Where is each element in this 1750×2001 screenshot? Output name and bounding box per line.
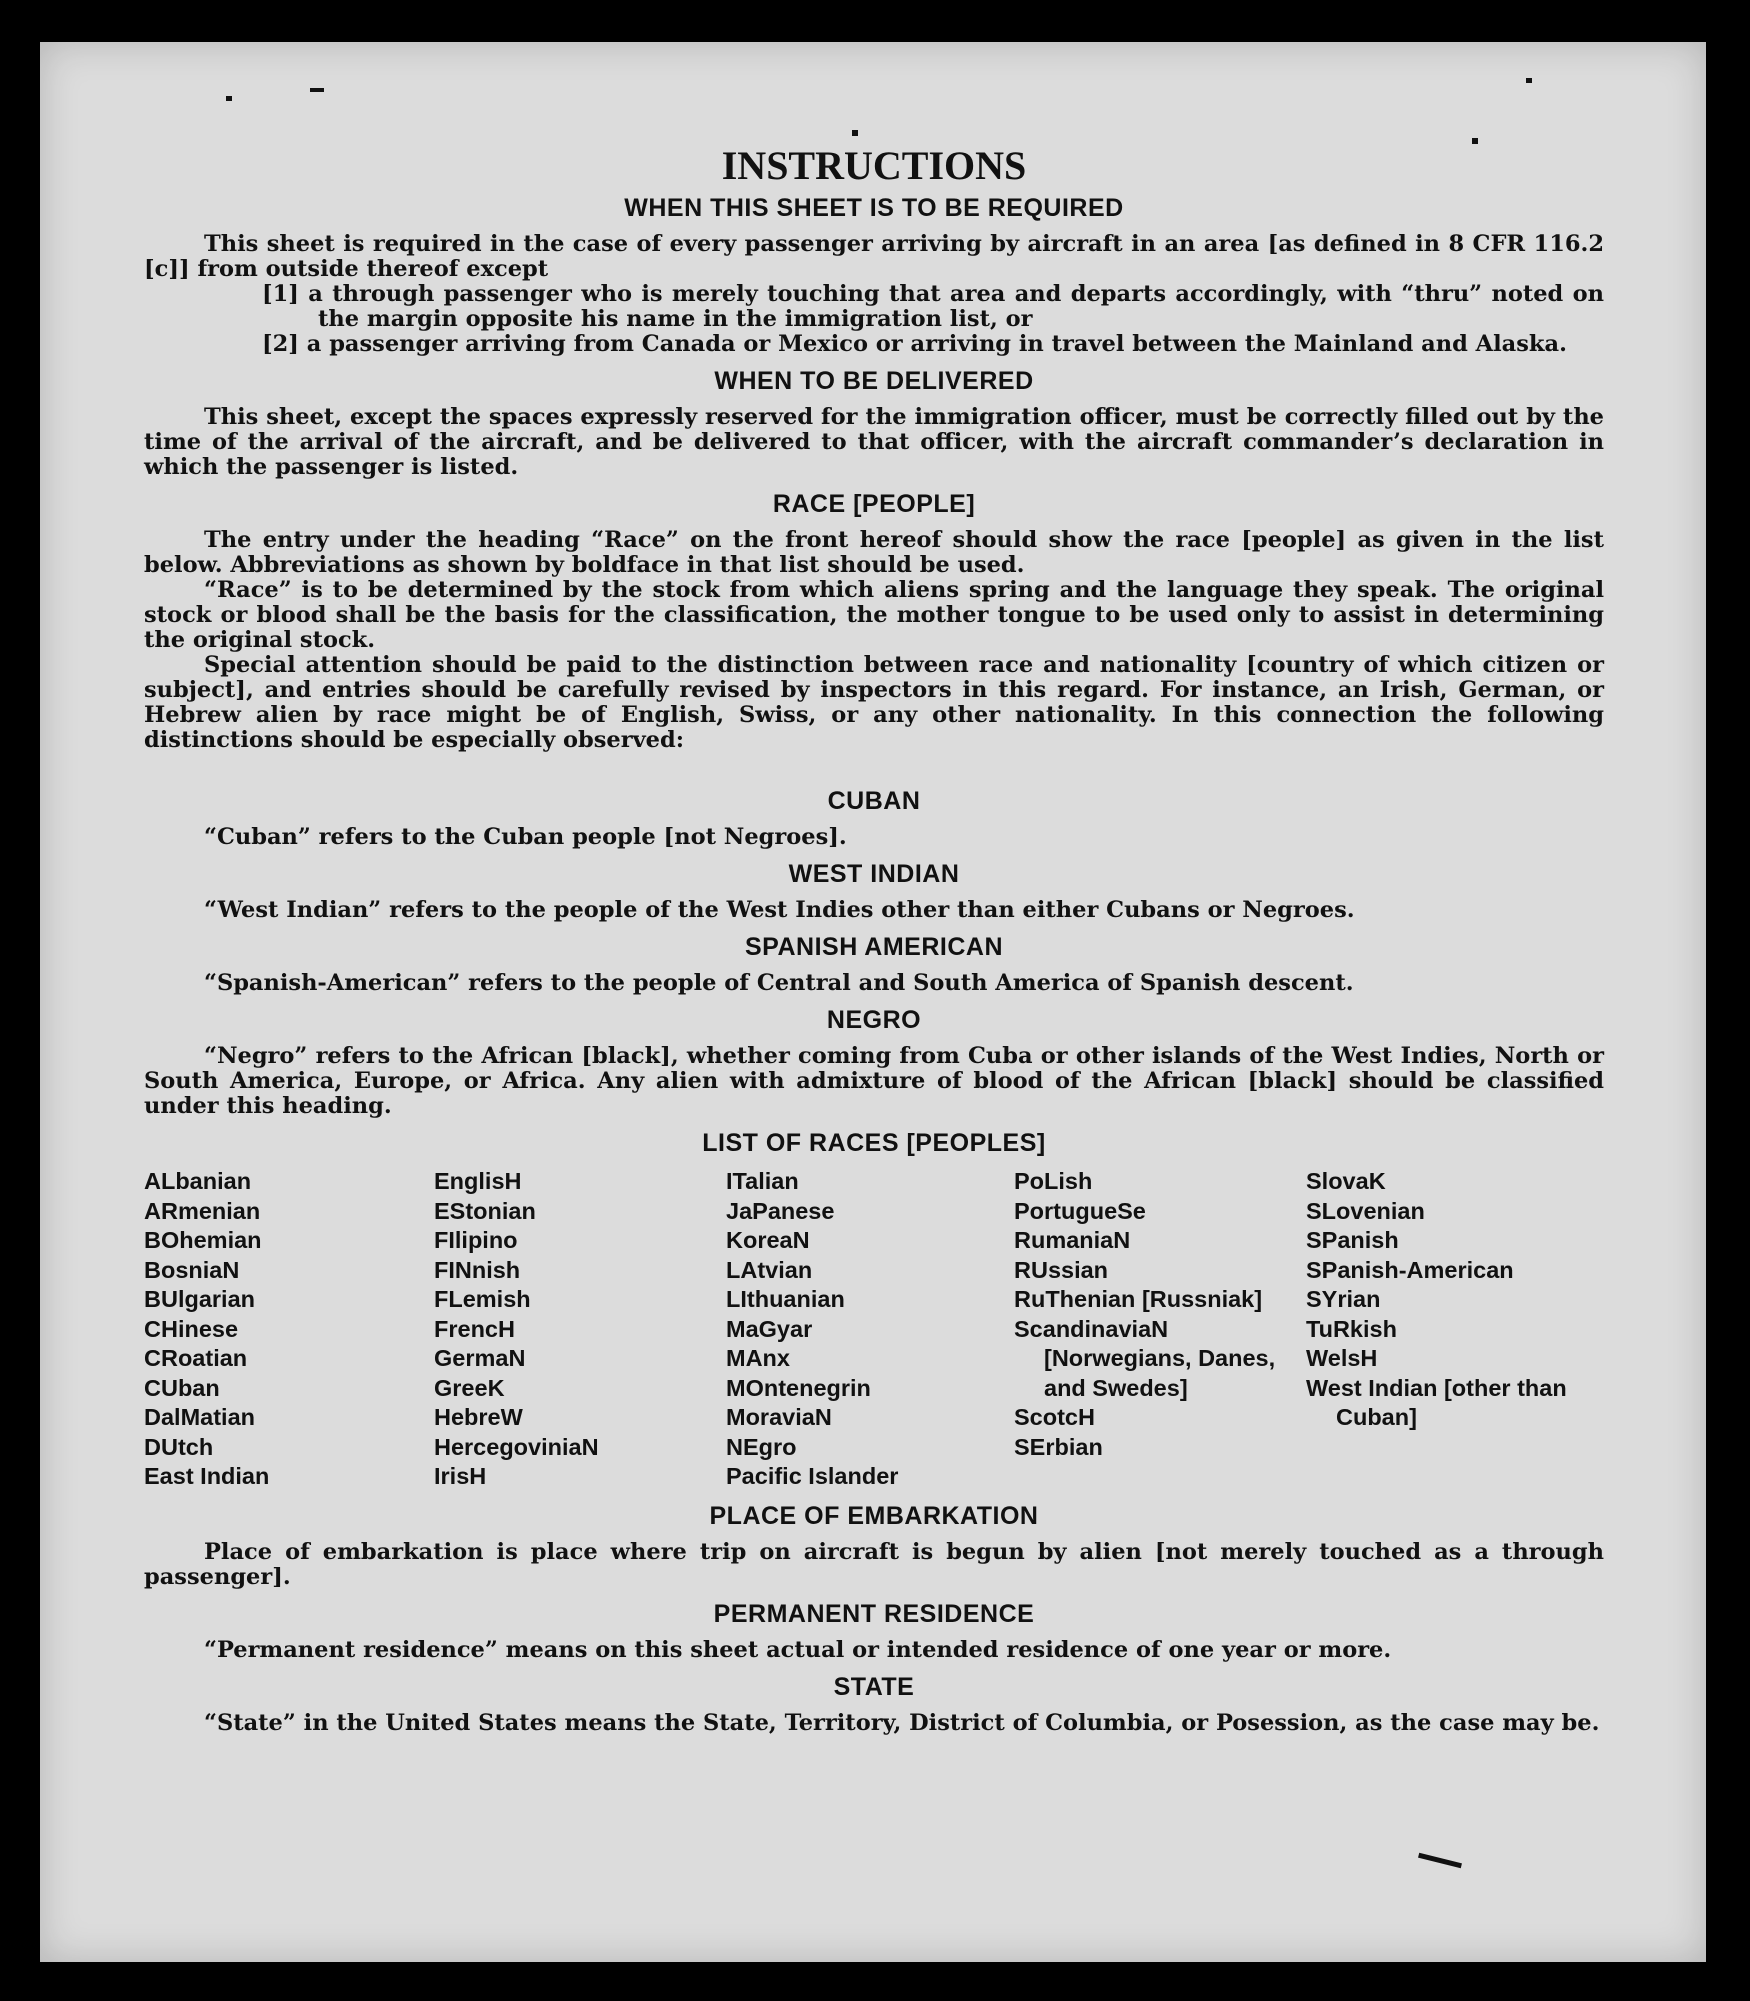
race-entry: ARmenian	[144, 1197, 261, 1224]
race-entry: RUssian	[1014, 1256, 1109, 1283]
exception-item-1: [1] a through passenger who is merely touching that area and departs accordingly, with “thru” noted on the margin opposite his name in the immigration list, or	[262, 281, 1604, 332]
race-entry: KoreaN	[726, 1227, 810, 1253]
races-column-4	[1014, 1167, 1306, 1492]
race-entry: WelsH	[1306, 1345, 1378, 1371]
west-indian-text: “West Indian” refers to the people of the West Indies other than either Cubans or Negroes.	[204, 897, 1355, 923]
race-entry: ScotcH	[1014, 1404, 1095, 1430]
scan-speck	[226, 96, 232, 101]
race-entry: EnglisH	[434, 1168, 522, 1194]
race-entry: RumaniaN	[1014, 1227, 1131, 1253]
race-entry: SLovenian	[1306, 1197, 1425, 1224]
cuban-text: “Cuban” refers to the Cuban people [not Negroes].	[204, 824, 847, 850]
race-entry: CHinese	[144, 1315, 239, 1342]
race-entry: GermaN	[434, 1345, 526, 1371]
instructions-content	[144, 144, 1604, 1736]
race-entry: PortugueSe	[1014, 1197, 1146, 1224]
race-entry: JaPanese	[726, 1197, 835, 1224]
race-entry: West Indian [other than Cuban]	[1306, 1374, 1567, 1430]
race-paragraph-3: Special attention should be paid to the distinction between race and nationality [country of which citizen or subject], and entries should be carefully revised by inspectors in this regard. For instance, an Irish, German, or Hebrew alien by race might be of English, Swiss, or any other nationality. In this connection the following distinctions should be especially observed:	[144, 652, 1604, 753]
race-entry: HebreW	[434, 1404, 523, 1430]
when-required-intro: This sheet is required in the case of every passenger arriving by aircraft in an area [as defined in 8 CFR 116.2 [c]] from outside thereof except	[144, 231, 1604, 282]
races-column-1	[144, 1167, 434, 1492]
spanish-american-text: “Spanish-American” refers to the people of Central and South America of Spanish descent.	[204, 970, 1354, 996]
scan-speck	[852, 130, 858, 136]
race-entry: SPanish	[1306, 1227, 1399, 1253]
race-entry: DUtch	[144, 1433, 214, 1460]
race-entry: Pacific Islander	[726, 1463, 899, 1489]
race-entry: MaGyar	[726, 1315, 813, 1342]
race-entry: EStonian	[434, 1197, 536, 1224]
exception-item-2: [2] a passenger arriving from Canada or Mexico or arriving in travel between the Mainland and Alaska.	[262, 331, 1567, 357]
race-entry: FrencH	[434, 1315, 515, 1342]
heading-race: RACE [PEOPLE]	[772, 490, 976, 518]
race-paragraph-2: “Race” is to be determined by the stock from which aliens spring and the language they speak. The original stock or blood shall be the basis for the classification, the mother tongue to be used only to assist in determining the original stock.	[144, 577, 1604, 653]
race-entry: MOntenegrin	[726, 1374, 871, 1401]
heading-west-indian: WEST INDIAN	[788, 860, 960, 888]
heading-negro: NEGRO	[826, 1006, 922, 1034]
heading-when-delivered: WHEN TO BE DELIVERED	[714, 367, 1034, 395]
heading-permanent-residence: PERMANENT RESIDENCE	[713, 1599, 1035, 1628]
races-column-5	[1306, 1167, 1596, 1492]
race-entry: GreeK	[434, 1374, 505, 1401]
race-entry: PoLish	[1014, 1168, 1093, 1194]
embarkation-text: Place of embarkation is place where trip on aircraft is begun by alien [not merely touched as a through passenger].	[144, 1538, 1604, 1590]
scan-speck	[310, 88, 324, 92]
races-column-3	[726, 1167, 1014, 1492]
race-entry: FIlipino	[434, 1227, 518, 1253]
scan-speck	[1418, 1853, 1462, 1868]
race-entry: CRoatian	[144, 1345, 248, 1371]
race-entry: SErbian	[1014, 1433, 1103, 1460]
race-entry: East Indian	[144, 1463, 270, 1489]
heading-place-of-embarkation: PLACE OF EMBARKATION	[709, 1501, 1039, 1530]
race-entry: LAtvian	[726, 1256, 813, 1283]
race-entry: ITalian	[726, 1168, 799, 1194]
residence-text: “Permanent residence” means on this sheet actual or intended residence of one year or more.	[204, 1636, 1392, 1663]
race-entry: FINnish	[434, 1256, 521, 1283]
page-title: INSTRUCTIONS	[721, 143, 1027, 188]
race-entry: DalMatian	[144, 1404, 255, 1430]
state-text: “State” in the United States means the State, Territory, District of Columbia, or Posession, as the case may be.	[204, 1709, 1600, 1736]
heading-when-required: WHEN THIS SHEET IS TO BE REQUIRED	[624, 194, 1124, 222]
race-entry: CUban	[144, 1374, 220, 1401]
negro-text: “Negro” refers to the African [black], whether coming from Cuba or other islands of the West Indies, North or South America, Europe, or Africa. Any alien with admixture of blood of the African [black] should be classified under this heading.	[144, 1043, 1604, 1119]
race-entry: ScandinaviaN [Norwegians, Danes, and Swedes]	[1014, 1315, 1276, 1401]
race-entry: IrisH	[434, 1463, 487, 1489]
race-entry: BOhemian	[144, 1227, 262, 1253]
race-paragraph-1: The entry under the heading “Race” on the front hereof should show the race [people] as given in the list below. Abbreviations as shown by boldface in that list should be used.	[144, 527, 1604, 578]
race-entry: SlovaK	[1306, 1168, 1386, 1194]
race-entry: BUlgarian	[144, 1286, 255, 1312]
race-entry: FLemish	[434, 1286, 531, 1312]
race-entry: SYrian	[1306, 1286, 1381, 1312]
races-list	[144, 1167, 1604, 1492]
race-entry: MAnx	[726, 1345, 790, 1371]
document-page	[40, 42, 1706, 1962]
race-entry: BosniaN	[144, 1256, 240, 1283]
scan-speck	[1526, 78, 1532, 83]
race-entry: RuThenian [Russniak]	[1014, 1286, 1263, 1312]
heading-spanish-american: SPANISH AMERICAN	[744, 933, 1003, 961]
race-entry: ALbanian	[144, 1168, 252, 1194]
heading-list-of-races: LIST OF RACES [PEOPLES]	[702, 1129, 1046, 1157]
race-entry: TuRkish	[1306, 1315, 1397, 1342]
heading-cuban: CUBAN	[827, 787, 921, 815]
race-entry: SPanish-American	[1306, 1256, 1514, 1283]
race-entry: HercegoviniaN	[434, 1433, 599, 1460]
heading-state: STATE	[833, 1672, 915, 1701]
race-entry: NEgro	[726, 1433, 797, 1460]
races-column-2	[434, 1167, 726, 1492]
when-delivered-text: This sheet, except the spaces expressly reserved for the immigration officer, must be correctly filled out by the time of the arrival of the aircraft, and be delivered to that officer, with the aircraft commander’s declaration in which the passenger is listed.	[144, 404, 1604, 480]
race-entry: LIthuanian	[726, 1286, 845, 1312]
race-entry: MoraviaN	[726, 1404, 832, 1430]
